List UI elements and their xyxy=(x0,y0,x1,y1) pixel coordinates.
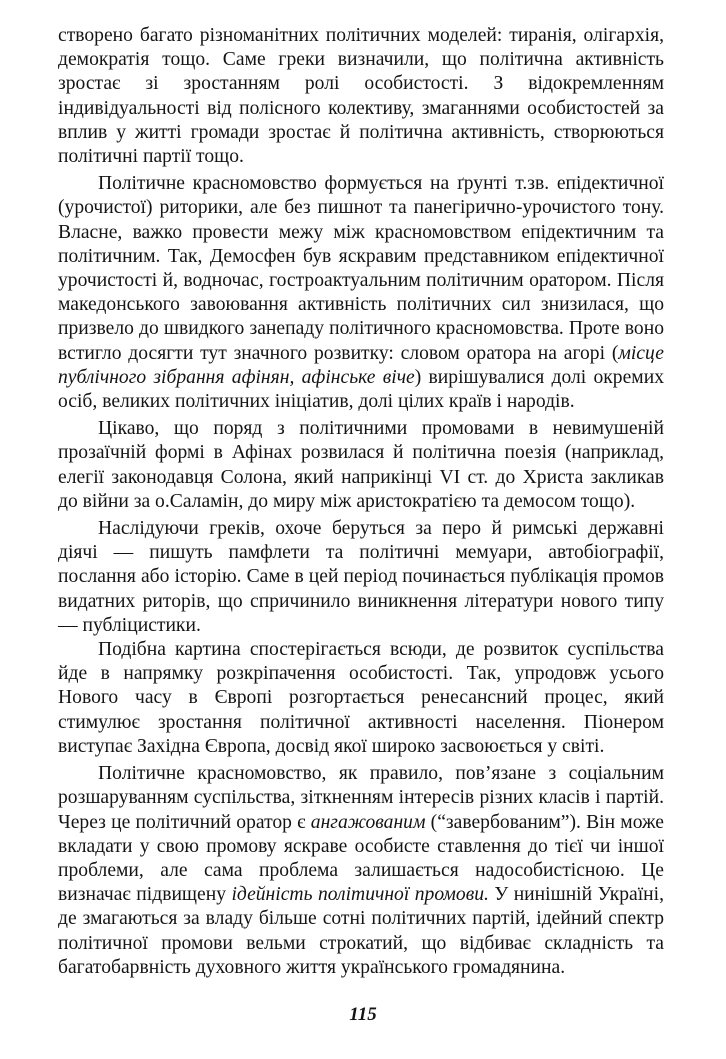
paragraph-3 xyxy=(58,417,664,514)
paragraph-6-text-a: Політичне красномовство, як правило, пов’язане з соціальним розшаруванням суспільства, зіткненням інтересів різних класів і партій. Через це політичний оратор є xyxy=(58,763,664,833)
paragraph-6 xyxy=(58,762,664,980)
paragraph-2-italic: місце публічного зібрання афінян, афінське віче xyxy=(58,342,664,388)
paragraph-4-text: Наслідуючи греків, охоче беруться за перо й римські державні діячі — пишуть памфлети та політичні мемуари, автобіографії, послання або історію. Саме в цей період починається публікація промов видатних риторів, що спричинило виникнення літератури нового типу — публіцистики. xyxy=(58,518,664,636)
paragraph-1 xyxy=(58,24,664,169)
text-column xyxy=(58,24,664,980)
paragraph-2 xyxy=(58,172,664,414)
paragraph-3-text: Цікаво, що поряд з політичними промовами в невимушеній прозаїчній формі в Афінах розвилася й політична поезія (наприклад, елегії законодавця Солона, який наприкінці VI ст. до Христа закликав до війни за о.Саламін, до миру між аристократією та демосом тощо). xyxy=(58,418,664,512)
paragraph-6-text-b: (“завербованим”). Він може вкладати у свою промову яскраве особисте ставлення до тієї чи іншої проблеми, але сама проблема залишається надособистісною. Це визначає підвищену xyxy=(58,811,664,906)
paragraph-2-text-a: Політичне красномовство формується на ґрунті т.зв. епідектичної (урочистої) риторики, але без пишнот та панегірично-урочистого тону. Власне, важко провести межу між красномовством епідектичним та політичним. Так, Демосфен був яскравим представником епідектичної урочистості й, водночас, гостроактуальним політичним оратором. Після македонського завоювання активність політичних сил знизилася, що призвело до швидкого занепаду політичного красномовства. Проте воно встигло досягти тут значного розвитку: словом оратора на агорі ( xyxy=(58,173,664,364)
paragraph-6-italic-2: ідейність політичної промови. xyxy=(231,884,489,906)
page-number: 115 xyxy=(349,1004,377,1025)
paragraph-4 xyxy=(58,517,664,638)
paragraph-1-text: створено багато різноманітних політичних моделей: тиранія, олігархія, демократія тощо. Саме греки визначили, що політична активність зростає зі зростанням ролі особистості. З відокремленням індивідуальності від полісного колективу, змаганнями особистостей за вплив у житті громади зростає й політична активність, створюються політичні партії тощо. xyxy=(58,25,664,168)
paragraph-2-text-b: ) вирішувалися долі окремих осіб, великих політичних ініціатив, долі цілих країв і народів. xyxy=(58,366,664,413)
paragraph-6-italic-1: ангажованим xyxy=(310,811,426,833)
paragraph-5-text: Подібна картина спостерігається всюди, де розвиток суспільства йде в напрямку розкріпачення особистості. Так, упродовж усього Нового часу в Європі розгортається ренесансний процес, який стимулює зростання політичної активності населення. Піонером виступає Західна Європа, досвід якої широко засвоюється у світі. xyxy=(58,639,664,757)
paragraph-5 xyxy=(58,638,664,759)
paragraph-6-text-c: У нинішній Україні, де змагаються за владу більше сотні політичних партій, ідейний спектр політичної промови вельми строкатий, що відбиває складність та багатобарвність духовного життя українського громадянина. xyxy=(58,884,664,978)
